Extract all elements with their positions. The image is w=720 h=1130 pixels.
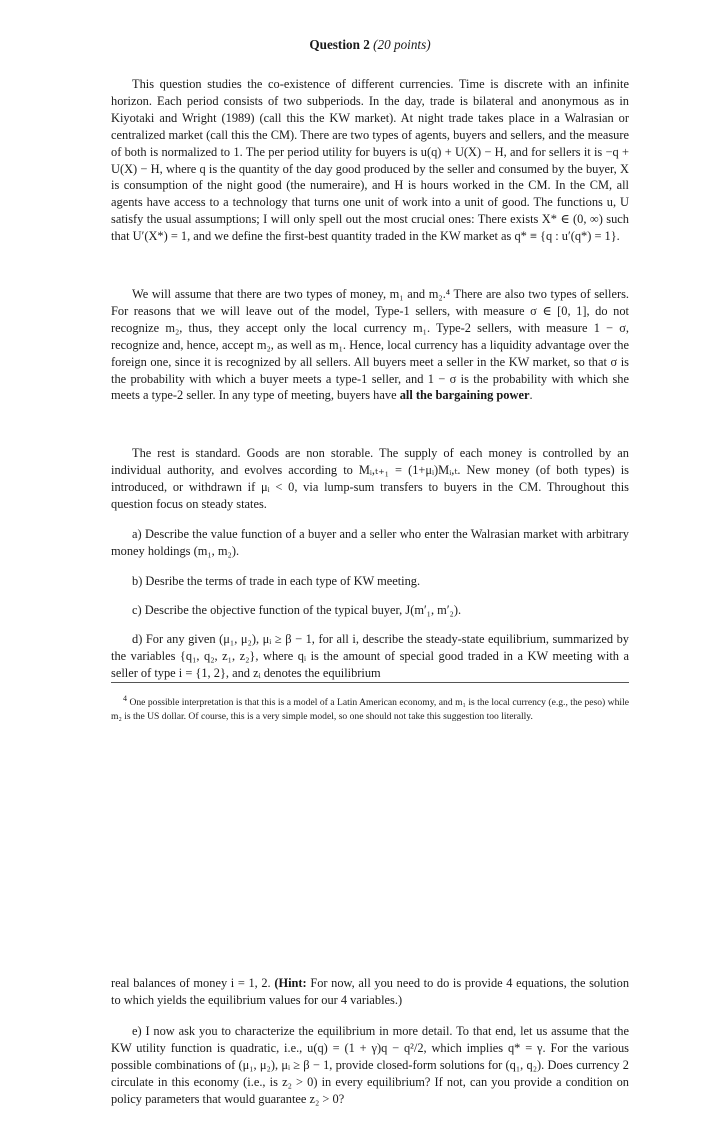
footnote-mark: 4 xyxy=(123,694,127,703)
footnote-rule xyxy=(111,682,629,683)
question-label: Question 2 xyxy=(309,37,370,52)
part-d: d) For any given (μ₁, μ₂), μᵢ ≥ β − 1, for all i, describe the steady-state equilibrium, summarized by the variables {q₁, q₂, z₁, z₂}, where qᵢ is the amount of special good traded in a KW meeting with a seller of type i = {1, 2}, and zᵢ denotes the equilibrium xyxy=(111,632,629,680)
question-points: (20 points) xyxy=(373,37,431,52)
part-d-continued xyxy=(111,975,629,1009)
part-b: b) Desribe the terms of trade in each type of KW meeting. xyxy=(132,574,421,588)
part-d-hint: (Hint: xyxy=(274,976,307,990)
paragraph-money-text: We will assume that there are two types of money, m₁ and m₂.⁴ There are also two types of sellers. For reasons that we will leave out of the model, Type-1 sellers, with measure σ ∈ [0, 1], do not recognize m₂, thus, they accept only the local currency m₁. Type-2 sellers, with measure 1 − σ, recognize and, hence, accept m₂, as well as m₁. Hence, local currency has a liquidity advantage over the foreign one, since it is recognized by all sellers. All buyers meet a seller in the KW market, so that σ is the probability with which a buyer meets a type-1 seller, and 1 − σ is the probability with which she meets a type-2 seller. In any type of meeting, buyers have xyxy=(111,287,629,403)
footnote xyxy=(111,692,629,725)
paragraph-money-end: . xyxy=(529,388,533,403)
paragraph-money-bold: all the bargaining power xyxy=(399,388,530,403)
question-title xyxy=(111,37,629,53)
part-d-cont-b: For now, all you need to do is provide 4 equations, the solution to which yields the equilibrium values for our 4 variables.) xyxy=(111,976,630,1007)
part-a: a) Describe the value function of a buyer and a seller who enter the Walrasian market with arbitrary money holdings (m₁, m₂). xyxy=(111,527,629,558)
footnote-text: One possible interpretation is that this is a model of a Latin American economy, and m₁ is the local currency (e.g., the peso) while m₂ is the US dollar. Of course, this is a very simple model, so one should not take this suggestion too literally. xyxy=(111,697,629,723)
part-c: c) Describe the objective function of the typical buyer, J(m′₁, m′₂). xyxy=(132,603,462,617)
paragraph-rest: The rest is standard. Goods are non storable. The supply of each money is controlled by an individual authority, and evolves according to Mᵢ,ₜ₊₁ = (1+μᵢ)Mᵢ,ₜ. New money (of both types) is introduced, or withdrawn if μᵢ < 0, via lump-sum transfers to buyers in the CM. Throughout this question focus on steady states. xyxy=(111,446,629,511)
part-e: e) I now ask you to characterize the equilibrium in more detail. To that end, let us assume that the KW utility function is quadratic, i.e., u(q) = (1 + γ)q − q²/2, which implies q* = γ. For the various possible combinations of (μ₁, μ₂), μᵢ ≥ β − 1, provide closed-form solutions for (q₁, q₂). Does currency 2 circulate in this economy (i.e., is z₂ > 0) in every equilibrium? If not, can you provide a condition on policy parameters that would guarantee z₂ > 0? xyxy=(111,1024,629,1106)
paragraph-intro: This question studies the co-existence of different currencies. Time is discrete with an infinite horizon. Each period consists of two subperiods. In the day, trade is bilateral and anonymous as in Kiyotaki and Wright (1989) (call this the KW market). At night trade takes place in a Walrasian or centralized market (call this the CM). There are two types of agents, buyers and sellers, and the measure of both is normalized to 1. The per period utility for buyers is u(q) + U(X) − H, and for sellers it is −q + U(X) − H, where q is the quantity of the day good produced by the seller and consumed by the buyer, X is consumption of the night good (the numeraire), and H is hours worked in the CM. In the CM, all agents have access to a technology that turns one unit of work into a unit of good. The functions u, U satisfy the usual assumptions; I will only spell out the most crucial ones: There exists X* ∈ (0, ∞) such that U′(X*) = 1, and we define the first-best quantity traded in the KW market as q* ≡ {q : u′(q*) = 1}. xyxy=(111,77,629,244)
part-d-cont-a: real balances of money i = 1, 2. xyxy=(111,976,271,990)
paragraph-money xyxy=(111,286,629,404)
